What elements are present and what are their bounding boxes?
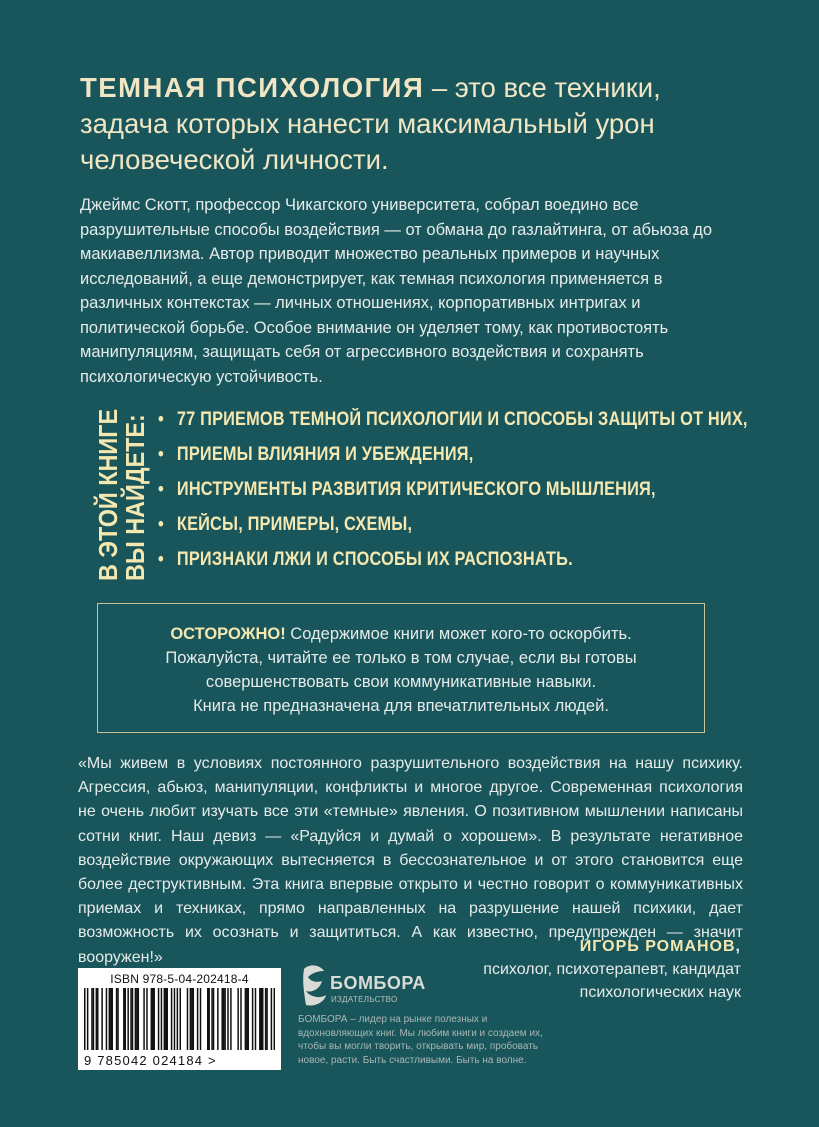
barcode-bar [109,988,111,1050]
find-in-book-section [80,405,760,585]
barcode-bar [117,988,119,1050]
barcode-bar [116,988,118,1050]
vertical-heading-svg [80,405,170,585]
warning-line3: совершенствовать свои коммуникативные навыки. [205,673,597,691]
barcode-bar [245,988,247,1050]
barcode-bar [227,988,229,1050]
warning-box [97,603,705,733]
barcode-bar [130,988,132,1050]
barcode-bar [261,988,263,1050]
book-description [80,193,740,389]
barcode-bar [223,988,225,1050]
warning-line2: Пожалуйста, читайте ее только в том случае, если вы готовы [165,649,637,667]
publisher-name: БОМБОРА [330,973,426,993]
vertical-heading-line1: В ЭТОЙ КНИГЕ [94,408,124,581]
barcode-bar [165,988,167,1050]
list-item-text: 77 ПРИЕМОВ ТЕМНОЙ ПСИХОЛОГИИ И СПОСОБЫ ЗАЩИТЫ ОТ НИХ, [176,409,748,430]
barcode-bar [187,988,189,1050]
quote-text: «Мы живем в условиях постоянного разрушительного воздействия на нашу психику. Агрессия, абьюз, манипуляции, конфликты и многое другое. Современная психология не очень любит изучать все эти «темные» явления. О позитивном мышлении написаны сотни книг. Наш девиз — «Радуйся и думай о хорошем». В результате негативное воздействие окружающих вытесняется в бессознательное и от этого становится еще более деструктивным. Эта книга впервые открыто и честно говорит о коммуникативных приемах и техниках, прямо направленных на разрушение нашей психики, дает возможность их осознать и защититься. А как известно, предупрежден — значит вооружен!» [78,755,743,966]
barcode-bar [255,988,256,1050]
barcode-bar [111,988,113,1050]
barcode-bar [274,988,275,1050]
find-list [158,405,768,580]
barcode [84,986,275,1054]
barcode-bar [266,988,268,1050]
barcode-bar [96,988,98,1050]
barcode-bar [197,988,199,1050]
list-item [158,440,683,475]
barcode-bar [171,988,173,1050]
headline-line2: задача которых нанести максимальный урон [80,108,655,139]
barcode-bar [190,988,192,1050]
barcode-bar [166,988,168,1050]
barcode-bar [221,988,223,1050]
description-text: Джеймс Скотт, профессор Чикагского университета, собрал воедино все разрушительные способы воздействия — от обмана до газлайтинга, от абьюза до макиавеллизма. Автор приводит множество реальных примеров и научных исследований, а еще демонстрирует, как темная психология применяется в различных контекстах — личных отношениях, корпоративных интригах и политической борьбе. Особое внимание он уделяет тому, как противостоять манипуляциям, защищать себя от агрессивного воздействия и сохранять психологическую устойчивость. [80,196,713,386]
author-name [580,938,741,955]
barcode-bar [146,988,148,1050]
barcode-bar [151,988,153,1050]
barcode-bar [259,988,261,1050]
barcode-bar [262,988,264,1050]
list-item [158,545,683,580]
barcode-bar [200,988,202,1050]
barcode-bar [191,988,193,1050]
barcode-bar [158,988,160,1050]
bullet-icon: • [158,479,164,500]
list-item-text: ИНСТРУМЕНТЫ РАЗВИТИЯ КРИТИЧЕСКОГО МЫШЛЕНИЯ, [176,479,656,500]
barcode-bar [271,988,273,1050]
barcode-bar [164,988,166,1050]
list-item [158,405,748,440]
barcode-bar [180,988,182,1050]
barcode-bar [153,988,155,1050]
author-title-line2: психологических наук [579,984,741,1001]
headline-line3: человеческой личности. [80,144,389,175]
barcode-bar [84,988,86,1050]
vertical-heading-line2: ВЫ НАЙДЕТЕ: [121,414,151,581]
bullet-icon: • [158,444,164,465]
barcode-bar [138,988,140,1050]
warning-line1-text: Содержимое книги может кого-то оскорбить. [285,625,632,643]
barcode-bar [143,988,145,1050]
warning-label: ОСТОРОЖНО! [170,625,286,643]
warning-line1 [98,622,704,646]
barcode-bar [136,988,138,1050]
barcode-bar [265,988,267,1050]
bullet-icon: • [158,549,164,570]
author-comma: , [735,938,741,955]
author-title-line1: психолог, психотерапевт, кандидат [483,961,741,978]
barcode-bar [152,988,154,1050]
barcode-bar [132,988,134,1050]
barcode-bar [224,988,226,1050]
barcode-bar [97,988,99,1050]
barcode-bar [193,988,195,1050]
list-item-text: ПРИЕМЫ ВЛИЯНИЯ И УБЕЖДЕНИЯ, [176,444,474,465]
barcode-bar [207,988,209,1050]
barcode-bar [135,988,137,1050]
barcode-bar [252,988,254,1050]
warning-line4: Книга не предназначена для впечатлительных людей. [193,697,609,715]
barcode-digits: 9 785042 024184 > [84,1053,217,1068]
bullet-icon: • [158,514,164,535]
list-item [158,475,683,510]
publisher-blurb: БОМБОРА – лидер на рынке полезных и вдохновляющих книг. Мы любим книги и создаем их, чтобы вы могли творить, открывать мир, пробовать новое, расти. Быть счастливыми. Быть на волне. [298,1014,543,1066]
list-item-text: ПРИЗНАКИ ЛЖИ И СПОСОБЫ ИХ РАСПОЗНАТЬ. [176,549,573,570]
barcode-bar [237,988,239,1050]
barcode-bar [125,988,127,1050]
find-vertical-heading [80,405,170,585]
bullet-icon: • [158,409,164,430]
barcode-bar [110,988,112,1050]
list-item [158,510,683,545]
barcode-bar [230,988,232,1050]
barcode-bar [91,988,92,1050]
barcode-bar [217,988,219,1050]
barcode-bar [246,988,248,1050]
barcode-bar [101,988,103,1050]
barcode-bar [248,988,250,1050]
barcode-bar [161,988,163,1050]
barcode-bar [93,988,95,1050]
barcode-bar [127,988,129,1050]
barcode-bar [177,988,179,1050]
list-item-text: КЕЙСЫ, ПРИМЕРЫ, СХЕМЫ, [176,514,413,535]
barcode-bar [174,988,176,1050]
barcode-bar [213,988,215,1050]
barcode-bar [87,988,89,1050]
barcode-bar [123,988,125,1050]
author-name-text: ИГОРЬ РОМАНОВ [579,938,736,955]
barcode-bar [208,988,210,1050]
isbn-text: ISBN 978-5-04-202418-4 [110,972,249,986]
headline [80,70,760,178]
barcode-bar [106,988,108,1050]
headline-strong: ТЕМНАЯ ПСИХОЛОГИЯ [80,72,425,103]
barcode-box [78,968,281,1070]
barcode-bar [211,988,213,1050]
barcode-bar [240,988,242,1050]
publisher-sub: ИЗДАТЕЛЬСТВО [331,995,398,1004]
headline-rest: – это все техники, [424,72,661,103]
